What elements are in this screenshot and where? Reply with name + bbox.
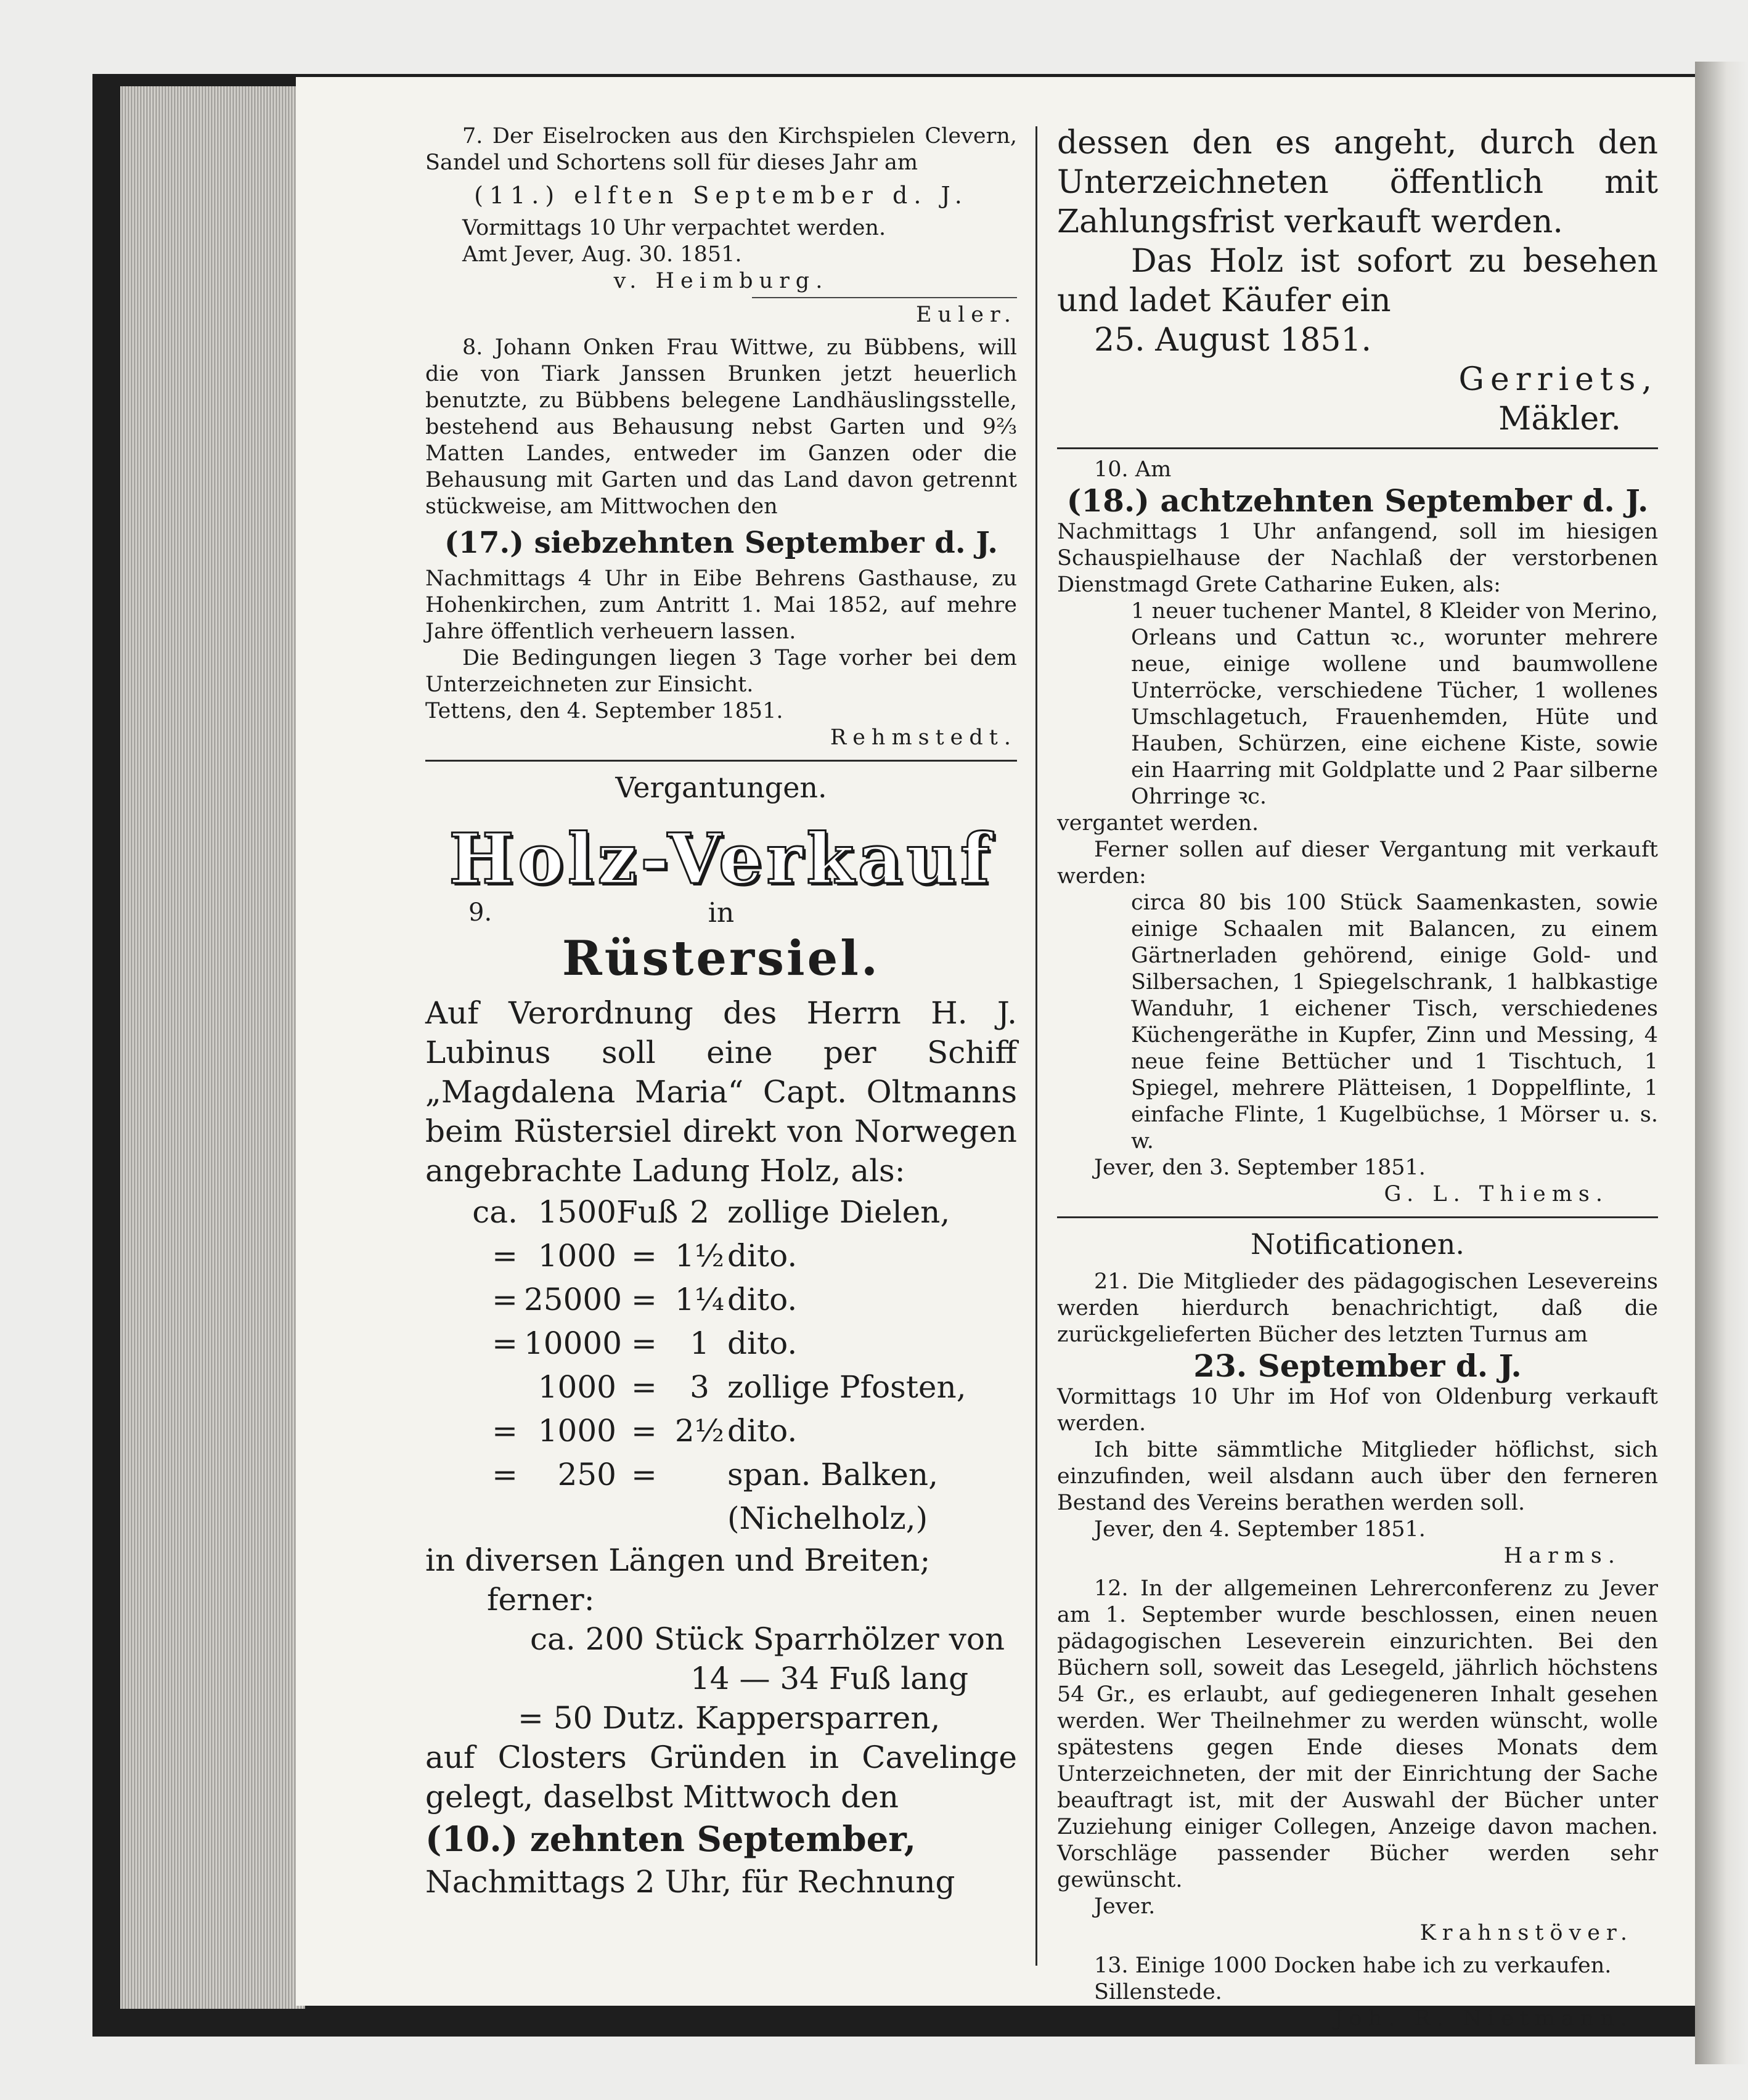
notice-7-text: 7. Der Eiselrocken aus den Kirchspielen Clevern, Sandel und Schortens soll für dieses Jahr am — [425, 124, 1017, 175]
notice-9-date: (10.) zehnten September, — [425, 1819, 917, 1860]
wood-table — [425, 1190, 1017, 1540]
table-row: = 25000 = 1¼ dito. — [492, 1282, 798, 1317]
table-row: = 1000 = 1½ dito. — [492, 1238, 798, 1274]
notice-10-items: 1 neuer tuchener Mantel, 8 Kleider von Merino, Orleans und Cattun ꝛc., worunter mehrere neue, einige wollene und baumwollene Unterröcke, verschiedene Tücher, 1 wollenes Umschlagetuch, Frauenhemden, Hüte und Hauben, Schürzen, eine eichene Kiste, sowie ein Haarring mit Goldplatte und 2 Paar silberne Ohrringe ꝛc. — [1131, 599, 1658, 809]
notice-9-ferner: ferner: — [487, 1582, 595, 1618]
notice-21-text-2: Vormittags 10 Uhr im Hof von Oldenburg verkauft werden. — [1057, 1385, 1658, 1436]
notice-13-signature: Joh. R. Nietmann. — [1334, 2006, 1633, 2031]
section-heading-vergantungen: Vergantungen. — [615, 771, 827, 804]
table-row: 1000 = 3 zollige Pfosten, — [537, 1369, 966, 1405]
notice-12-text: 12. In der allgemeinen Lehrerconferenz zu Jever am 1. September wurde beschlossen, einen neuen pädagogischen Leseverein einzurichten. Bei den Büchern soll, soweit das Lesegeld, jährlich höchstens 54 Gr., es erlaubt, auf gediegeneren Inhalt gesehen werden. Wer Theilnehmer zu werden wünscht, wolle spätestens gegen Ende dieses Monats dem Unterzeichneten, der mit der Einrichtung der Sache beauftragt ist, mit der Auswahl der Bücher unter Zuziehung einiger Collegen, Anzeige davon machen. Vorschläge passender Bücher werden sehr gewünscht. — [1057, 1576, 1658, 1892]
notice-9-diverse: in diversen Längen und Breiten; — [425, 1542, 931, 1578]
notice-9-issue-date: 25. August 1851. — [1094, 322, 1372, 359]
notice-8-signature: Rehmstedt. — [830, 725, 1017, 750]
notice-7-signature-2: Euler. — [915, 303, 1017, 327]
notice-21-signature: Harms. — [1503, 1544, 1621, 1568]
notice-21-text-3: Ich bitte sämmtliche Mitglieder höflichst, sich einzufinden, weil alsdann auch über den ferneren Bestand des Vereins berathen werden soll. — [1057, 1438, 1658, 1515]
table-row: = 10000 = 1 dito. — [492, 1325, 798, 1361]
left-column — [425, 123, 1017, 1902]
notice-9-text: Auf Verordnung des Herrn H. J. Lubinus soll eine per Schiff „Magdalena Maria“ Capt. Oltmanns beim Rüstersiel direkt von Norwegen angebrachte Ladung Holz, als: — [425, 995, 1017, 1189]
notice-10-head: 10. Am — [1094, 457, 1172, 482]
page-shadow — [1695, 62, 1748, 2064]
notice-8-text-2: Nachmittags 4 Uhr in Eibe Behrens Gasthause, zu Hohenkirchen, zum Antritt 1. Mai 1852, auf mehre Jahre öffentlich verheuern lassen. — [425, 566, 1017, 644]
notice-9-end: Nachmittags 2 Uhr, für Rechnung — [425, 1864, 955, 1900]
notice-7-time: Vormittags 10 Uhr verpachtet werden. — [462, 216, 886, 240]
notice-9-in: in — [708, 897, 735, 929]
notice-9-signature-2: Mäkler. — [1498, 401, 1621, 437]
table-row: = 1000 = 2½ dito. — [492, 1413, 798, 1449]
notice-8-text: 8. Johann Onken Frau Wittwe, zu Bübbens, will die von Tiark Janssen Brunken jetzt heuerlich benutzte, zu Bübbens belegene Landhäuslingsstelle, bestehend aus Behausung nebst Garten und 9⅔ Matten Landes, entweder im Ganzen oder die Behausung mit Garten und das Land davon getrennt stückweise, am Mittwochen den — [425, 335, 1017, 519]
notice-13-place: Sillenstede. — [1094, 1980, 1222, 2004]
notice-9-text-2: auf Closters Gründen in Cavelinge gelegt, daselbst Mittwoch den — [425, 1740, 1017, 1815]
notice-13-text: 13. Einige 1000 Docken habe ich zu verkaufen. — [1094, 1953, 1612, 1978]
signature-rule — [752, 297, 1017, 298]
notice-9-place: Rüstersiel. — [562, 930, 881, 987]
section-heading-notificationen: Notificationen. — [1251, 1227, 1464, 1261]
table-row: = 250 = span. Balken, (Nichelholz,) — [492, 1457, 938, 1536]
notice-10-signature: G. L. Thiems. — [1384, 1182, 1609, 1207]
notice-10-date: (18.) achtzehnten September d. J. — [1066, 482, 1649, 519]
notice-10-ferner: Ferner sollen auf dieser Vergantung mit verkauft werden: — [1057, 837, 1658, 889]
notice-10-vergantet: vergantet werden. — [1057, 811, 1259, 836]
table-row: ca. 1500 Fuß 2 zollige Dielen, — [472, 1194, 950, 1230]
section-rule — [425, 760, 1017, 762]
page-edges — [120, 86, 305, 2009]
right-column — [1057, 123, 1658, 2032]
notice-21-date: 23. September d. J. — [1193, 1348, 1522, 1384]
notice-8-place: Tettens, den 4. September 1851. — [425, 699, 783, 723]
column-divider — [1035, 126, 1037, 1966]
notice-10-text: Nachmittags 1 Uhr anfangend, soll im hiesigen Schauspielhause der Nachlaß der verstorbenen Dienstmagd Grete Catharine Euken, als: — [1057, 519, 1658, 597]
holz-verkauf-title: Holz-Verkauf — [449, 819, 994, 900]
notice-9-number: 9. — [468, 898, 492, 927]
notice-10-items-2: circa 80 bis 100 Stück Saamenkasten, sowie einige Schaalen mit Balancen, zu einem Gärtnerladen gehörend, einige Gold- und Silbersachen, 1 Spiegelschrank, 1 halbkastige Wanduhr, 1 eichener Tisch, verschiedenes Küchengeräthe in Kupfer, Zinn und Messing, 4 neue feine Bettücher und 1 Tischtuch, 1 Spiegel, mehrere Plätteisen, 1 Doppelflinte, 1 einfache Flinte, 1 Kugelbüchse, 1 Mörser u. s. w. — [1131, 890, 1658, 1154]
notice-8-date: (17.) siebzehnten September d. J. — [444, 526, 998, 560]
section-rule — [1057, 447, 1658, 449]
notice-12-place: Jever. — [1094, 1894, 1156, 1919]
notice-7-place: Amt Jever, Aug. 30. 1851. — [462, 242, 742, 267]
notice-7-date: (11.) elften September d. J. — [474, 182, 968, 209]
notice-21-text: 21. Die Mitglieder des pädagogischen Lesevereins werden hierdurch benachrichtigt, daß die zurückgelieferten Bücher des letzten Turnus am — [1057, 1269, 1658, 1347]
notice-9-holz-info: Das Holz ist sofort zu besehen und ladet Käufer ein — [1057, 243, 1658, 319]
notice-9-length: 14 — 34 Fuß lang — [690, 1661, 969, 1696]
notice-9-continuation: dessen den es angeht, durch den Unterzeichneten öffentlich mit Zahlungsfrist verkauft werden. — [1057, 124, 1658, 240]
notice-21-place: Jever, den 4. September 1851. — [1094, 1517, 1426, 1542]
notice-7-signature: v. Heimburg. — [613, 269, 829, 293]
section-rule — [1057, 1216, 1658, 1218]
notice-9-signature: Gerriets, — [1458, 361, 1658, 398]
notice-9-sparrhoelzer: ca. 200 Stück Sparrhölzer von — [530, 1621, 1005, 1657]
notice-8-text-3: Die Bedingungen liegen 3 Tage vorher bei dem Unterzeichneten zur Einsicht. — [425, 646, 1017, 697]
notice-10-place: Jever, den 3. September 1851. — [1094, 1155, 1426, 1180]
notice-9-kappersparren: = 50 Dutz. Kappersparren, — [518, 1700, 941, 1736]
notice-12-signature: Krahnstöver. — [1419, 1921, 1633, 1945]
